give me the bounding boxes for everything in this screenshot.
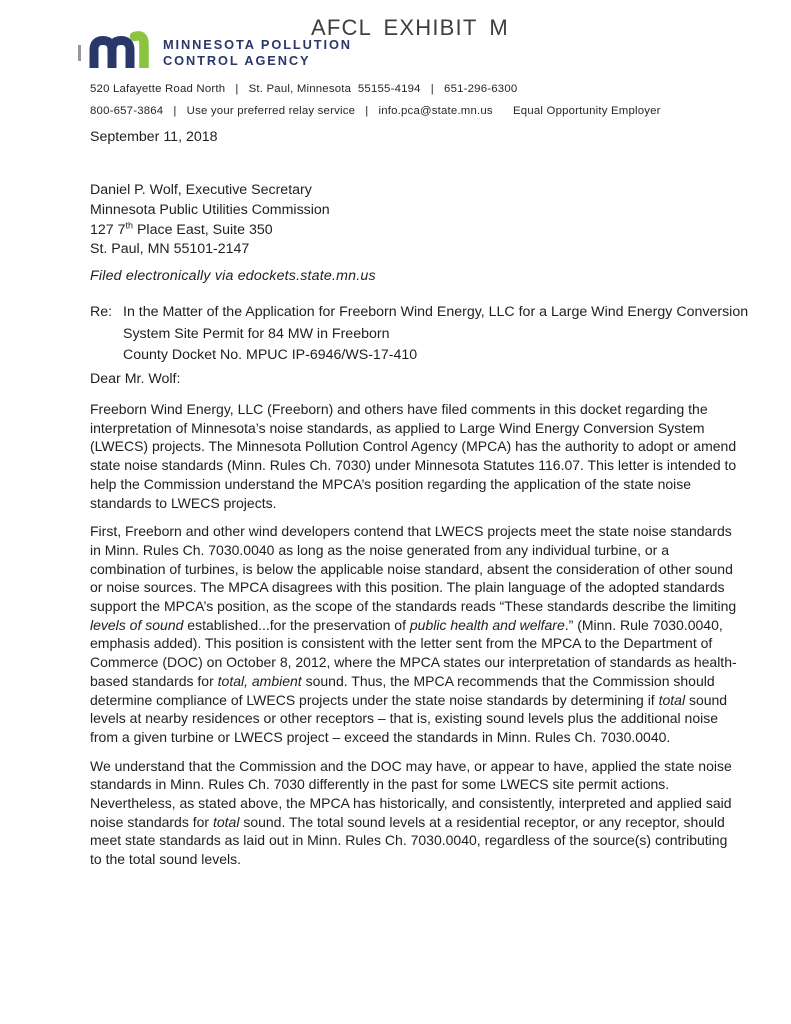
agency-name-line1: MINNESOTA POLLUTION — [163, 37, 352, 52]
letter-body — [90, 400, 739, 879]
re-line-2: System Site Permit for 84 MW in Freeborn — [123, 325, 390, 342]
re-label: Re: — [90, 304, 113, 320]
logo-m-arch-right — [112, 41, 130, 69]
re-line-3: County Docket No. MPUC IP-6946/WS-17-410 — [123, 347, 418, 363]
agency-name — [163, 37, 352, 68]
re-block — [90, 302, 748, 367]
body-paragraph-1: Freeborn Wind Energy, LLC (Freeborn) and others have filed comments in this docket regarding the interpretation of Minnesota’s noise standards, as applied to Large Wind Energy Conversion System (LWECS) projects. The Minnesota Pollution Control Agency (MPCA) has the authority to adopt or amend state noise standards (Minn. Rules Ch. 7030) under Minnesota Statutes 116.07. This letter is intended to help the Commission understand the MPCA’s position regarding the application of the state noise standards to LWECS projects. — [90, 401, 737, 511]
scan-artifact — [78, 45, 81, 61]
body-paragraph-2: First, Freeborn and other wind developers contend that LWECS projects meet the state noise standards in Minn. Rules Ch. 7030.0040 as long as the noise generated from any individual turbine, or a combination of turbines, is below the applicable noise standard, absent the consideration of other sound or noise sources. The MPCA disagrees with this position. The plain language of the adopted standards support the MPCA’s position, as the scope of the standards reads “These standards describe the limiting levels of sound established...for the preservation of public health and welfare.” (Minn. Rule 7030.0040, emphasis added). This position is consistent with the letter sent from the MPCA to the Department of Commerce (DOC) on October 8, 2012, where the MPCA states our interpretation of standards as health-based standards for total, ambient sound. Thus, the MPCA recommends that the Commission should determine compliance of LWECS projects under the state noise standards by determining if total sound levels at nearby residences or other receptors – that is, existing sound levels plus the additional noise from a given turbine or LWECS project – exceed the standards in Minn. Rules Ch. 7030.0040. — [90, 523, 737, 745]
recipient-street: 127 7th Place East, Suite 350 — [90, 219, 273, 238]
contact-line-2: 800-657-3864 | Use your preferred relay service | info.pca@state.mn.us Equal Opportunity Employer — [90, 105, 661, 117]
re-line-1: In the Matter of the Application for Freeborn Wind Energy, LLC for a Large Wind Energy Conversion — [123, 304, 749, 320]
exhibit-stamp: AFCL EXHIBIT M — [311, 15, 509, 40]
filing-note: Filed electronically via edockets.state.mn.us — [90, 268, 376, 284]
mpca-mn-logo-icon — [89, 31, 153, 68]
recipient-city: St. Paul, MN 55101-2147 — [90, 241, 250, 258]
agency-name-line2: CONTROL AGENCY — [163, 52, 311, 68]
letter-date: September 11, 2018 — [90, 129, 218, 145]
body-paragraph-3: We understand that the Commission and the DOC may have, or appear to have, applied the state noise standards in Minn. Rules Ch. 7030 differently in the past for some LWECS site permit actions. Nevertheless, as stated above, the MPCA has historically, and consistently, interpreted and applied said noise standards for total sound. The total sound levels at a residential receptor, or any receptor, should meet state standards as laid out in Minn. Rules Ch. 7030.0040, regardless of the source(s) contributing to the total sound levels. — [90, 757, 732, 868]
recipient-name: Daniel P. Wolf, Executive Secretary — [90, 182, 312, 198]
recipient-address — [90, 181, 330, 260]
re-lines — [123, 302, 748, 367]
salutation: Dear Mr. Wolf: — [90, 371, 181, 387]
contact-line-1: 520 Lafayette Road North | St. Paul, Minnesota 55155-4194 | 651-296-6300 — [90, 83, 518, 95]
logo-n-hook — [135, 36, 145, 68]
recipient-org: Minnesota Public Utilities Commission — [90, 201, 330, 218]
